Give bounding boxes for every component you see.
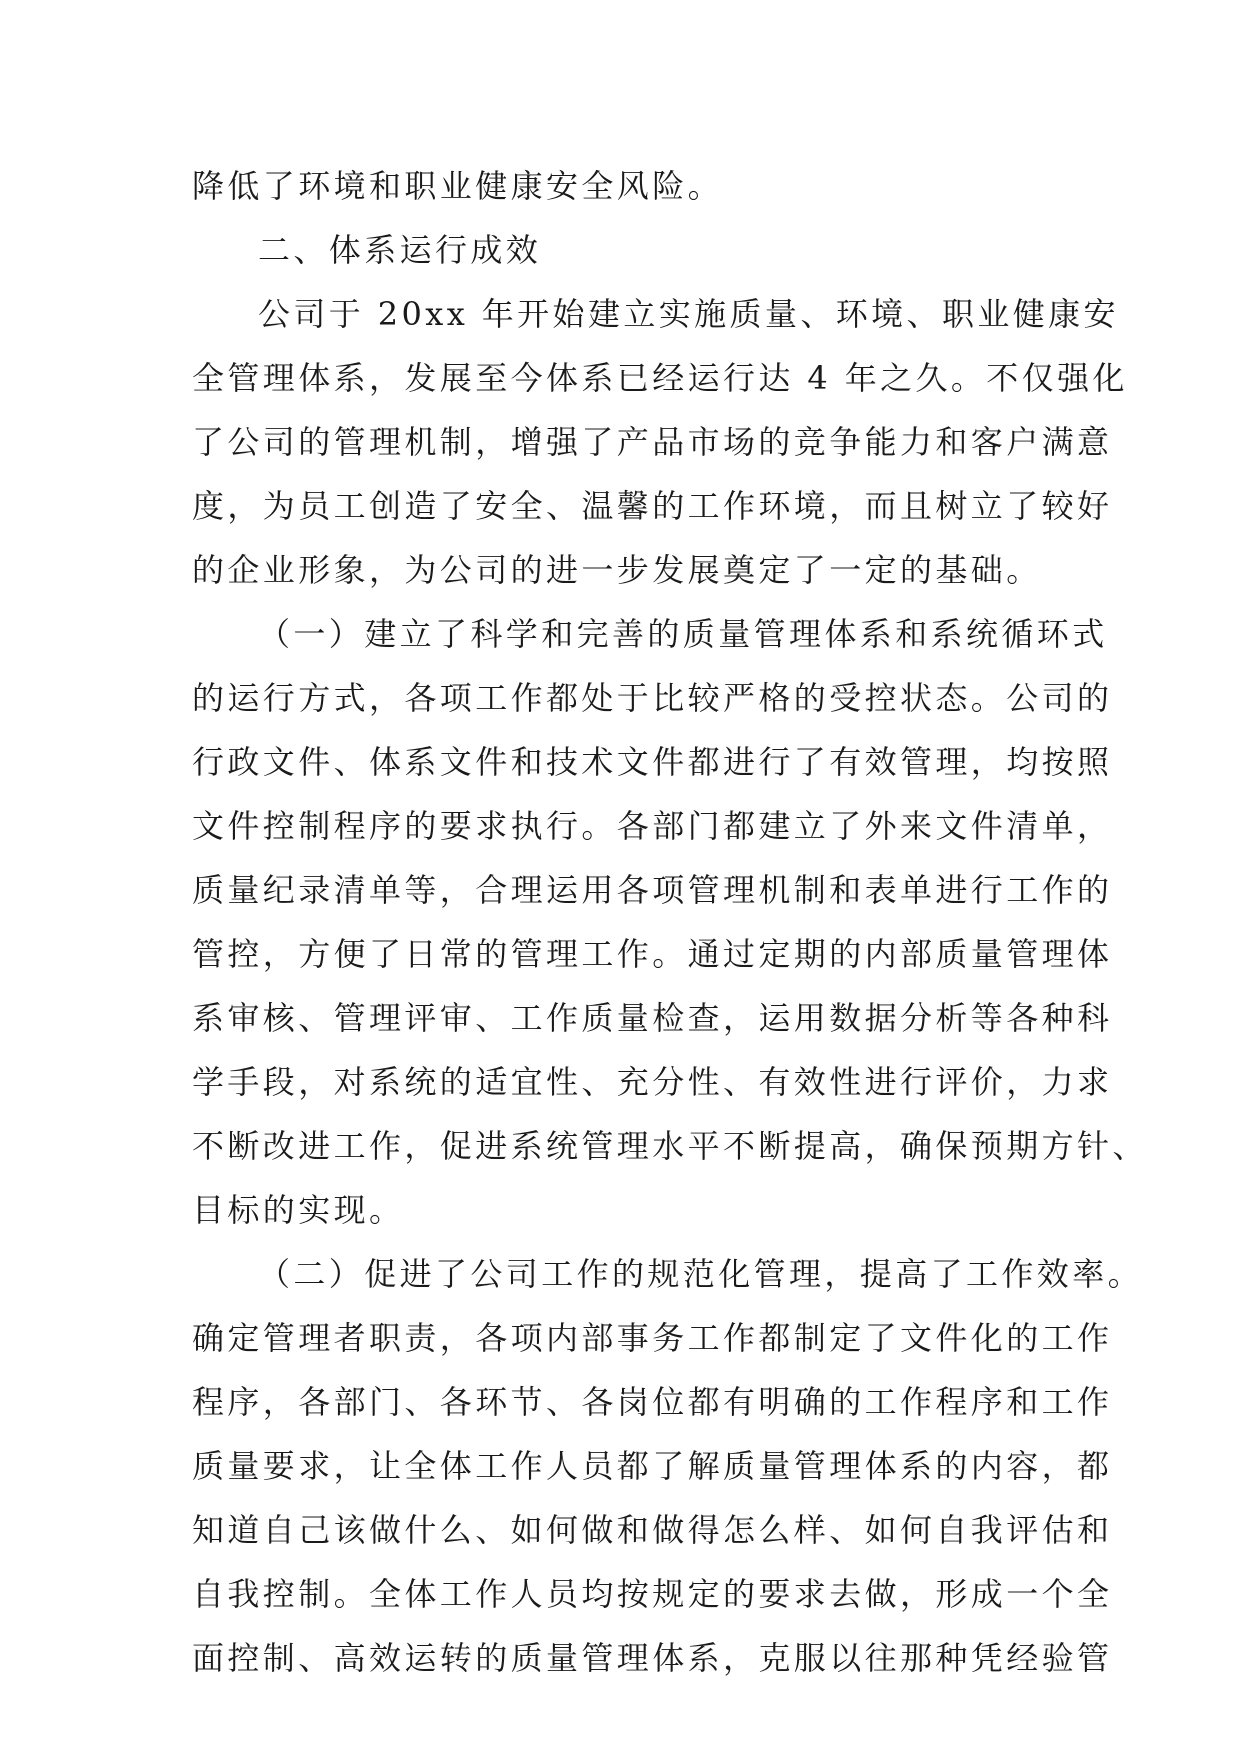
text-line: 管控，方便了日常的管理工作。通过定期的内部质量管理体: [192, 935, 1113, 973]
text-line: 目标的实现。: [192, 1191, 405, 1229]
text-line: 学手段，对系统的适宜性、充分性、有效性进行评价，力求: [192, 1063, 1113, 1101]
text-line: 了公司的管理机制，增强了产品市场的竞争能力和客户满意: [192, 423, 1113, 461]
text-line: 降低了环境和职业健康安全风险。: [192, 167, 724, 205]
text-line: 知道自己该做什么、如何做和做得怎么样、如何自我评估和: [192, 1511, 1113, 1549]
text-line: 面控制、高效运转的质量管理体系，克服以往那种凭经验管: [192, 1639, 1113, 1677]
document-body: [192, 154, 1148, 1690]
text-line: 不断改进工作，促进系统管理水平不断提高，确保预期方针、: [192, 1127, 1148, 1165]
text-line: 行政文件、体系文件和技术文件都进行了有效管理，均按照: [192, 743, 1113, 781]
text-line: （二）促进了公司工作的规范化管理，提高了工作效率。: [258, 1255, 1144, 1293]
text-line: 全管理体系，发展至今体系已经运行达 4 年之久。不仅强化: [192, 359, 1128, 397]
text-line: 程序，各部门、各环节、各岗位都有明确的工作程序和工作: [192, 1383, 1113, 1421]
text-line: 的企业形象，为公司的进一步发展奠定了一定的基础。: [192, 551, 1042, 589]
text-line: 系审核、管理评审、工作质量检查，运用数据分析等各种科: [192, 999, 1113, 1037]
text-line: 自我控制。全体工作人员均按规定的要求去做，形成一个全: [192, 1575, 1113, 1613]
text-line: 质量纪录清单等，合理运用各项管理机制和表单进行工作的: [192, 871, 1113, 909]
text-line: （一）建立了科学和完善的质量管理体系和系统循环式: [258, 615, 1108, 653]
text-line: 公司于 20xx 年开始建立实施质量、环境、职业健康安: [258, 295, 1119, 333]
text-line: 文件控制程序的要求执行。各部门都建立了外来文件清单，: [192, 807, 1113, 845]
text-line: 的运行方式，各项工作都处于比较严格的受控状态。公司的: [192, 679, 1113, 717]
text-line: 确定管理者职责，各项内部事务工作都制定了文件化的工作: [192, 1319, 1113, 1357]
text-line: 质量要求，让全体工作人员都了解质量管理体系的内容，都: [192, 1447, 1113, 1485]
section-heading: 二、体系运行成效: [258, 231, 542, 269]
text-line: 度，为员工创造了安全、温馨的工作环境，而且树立了较好: [192, 487, 1113, 525]
